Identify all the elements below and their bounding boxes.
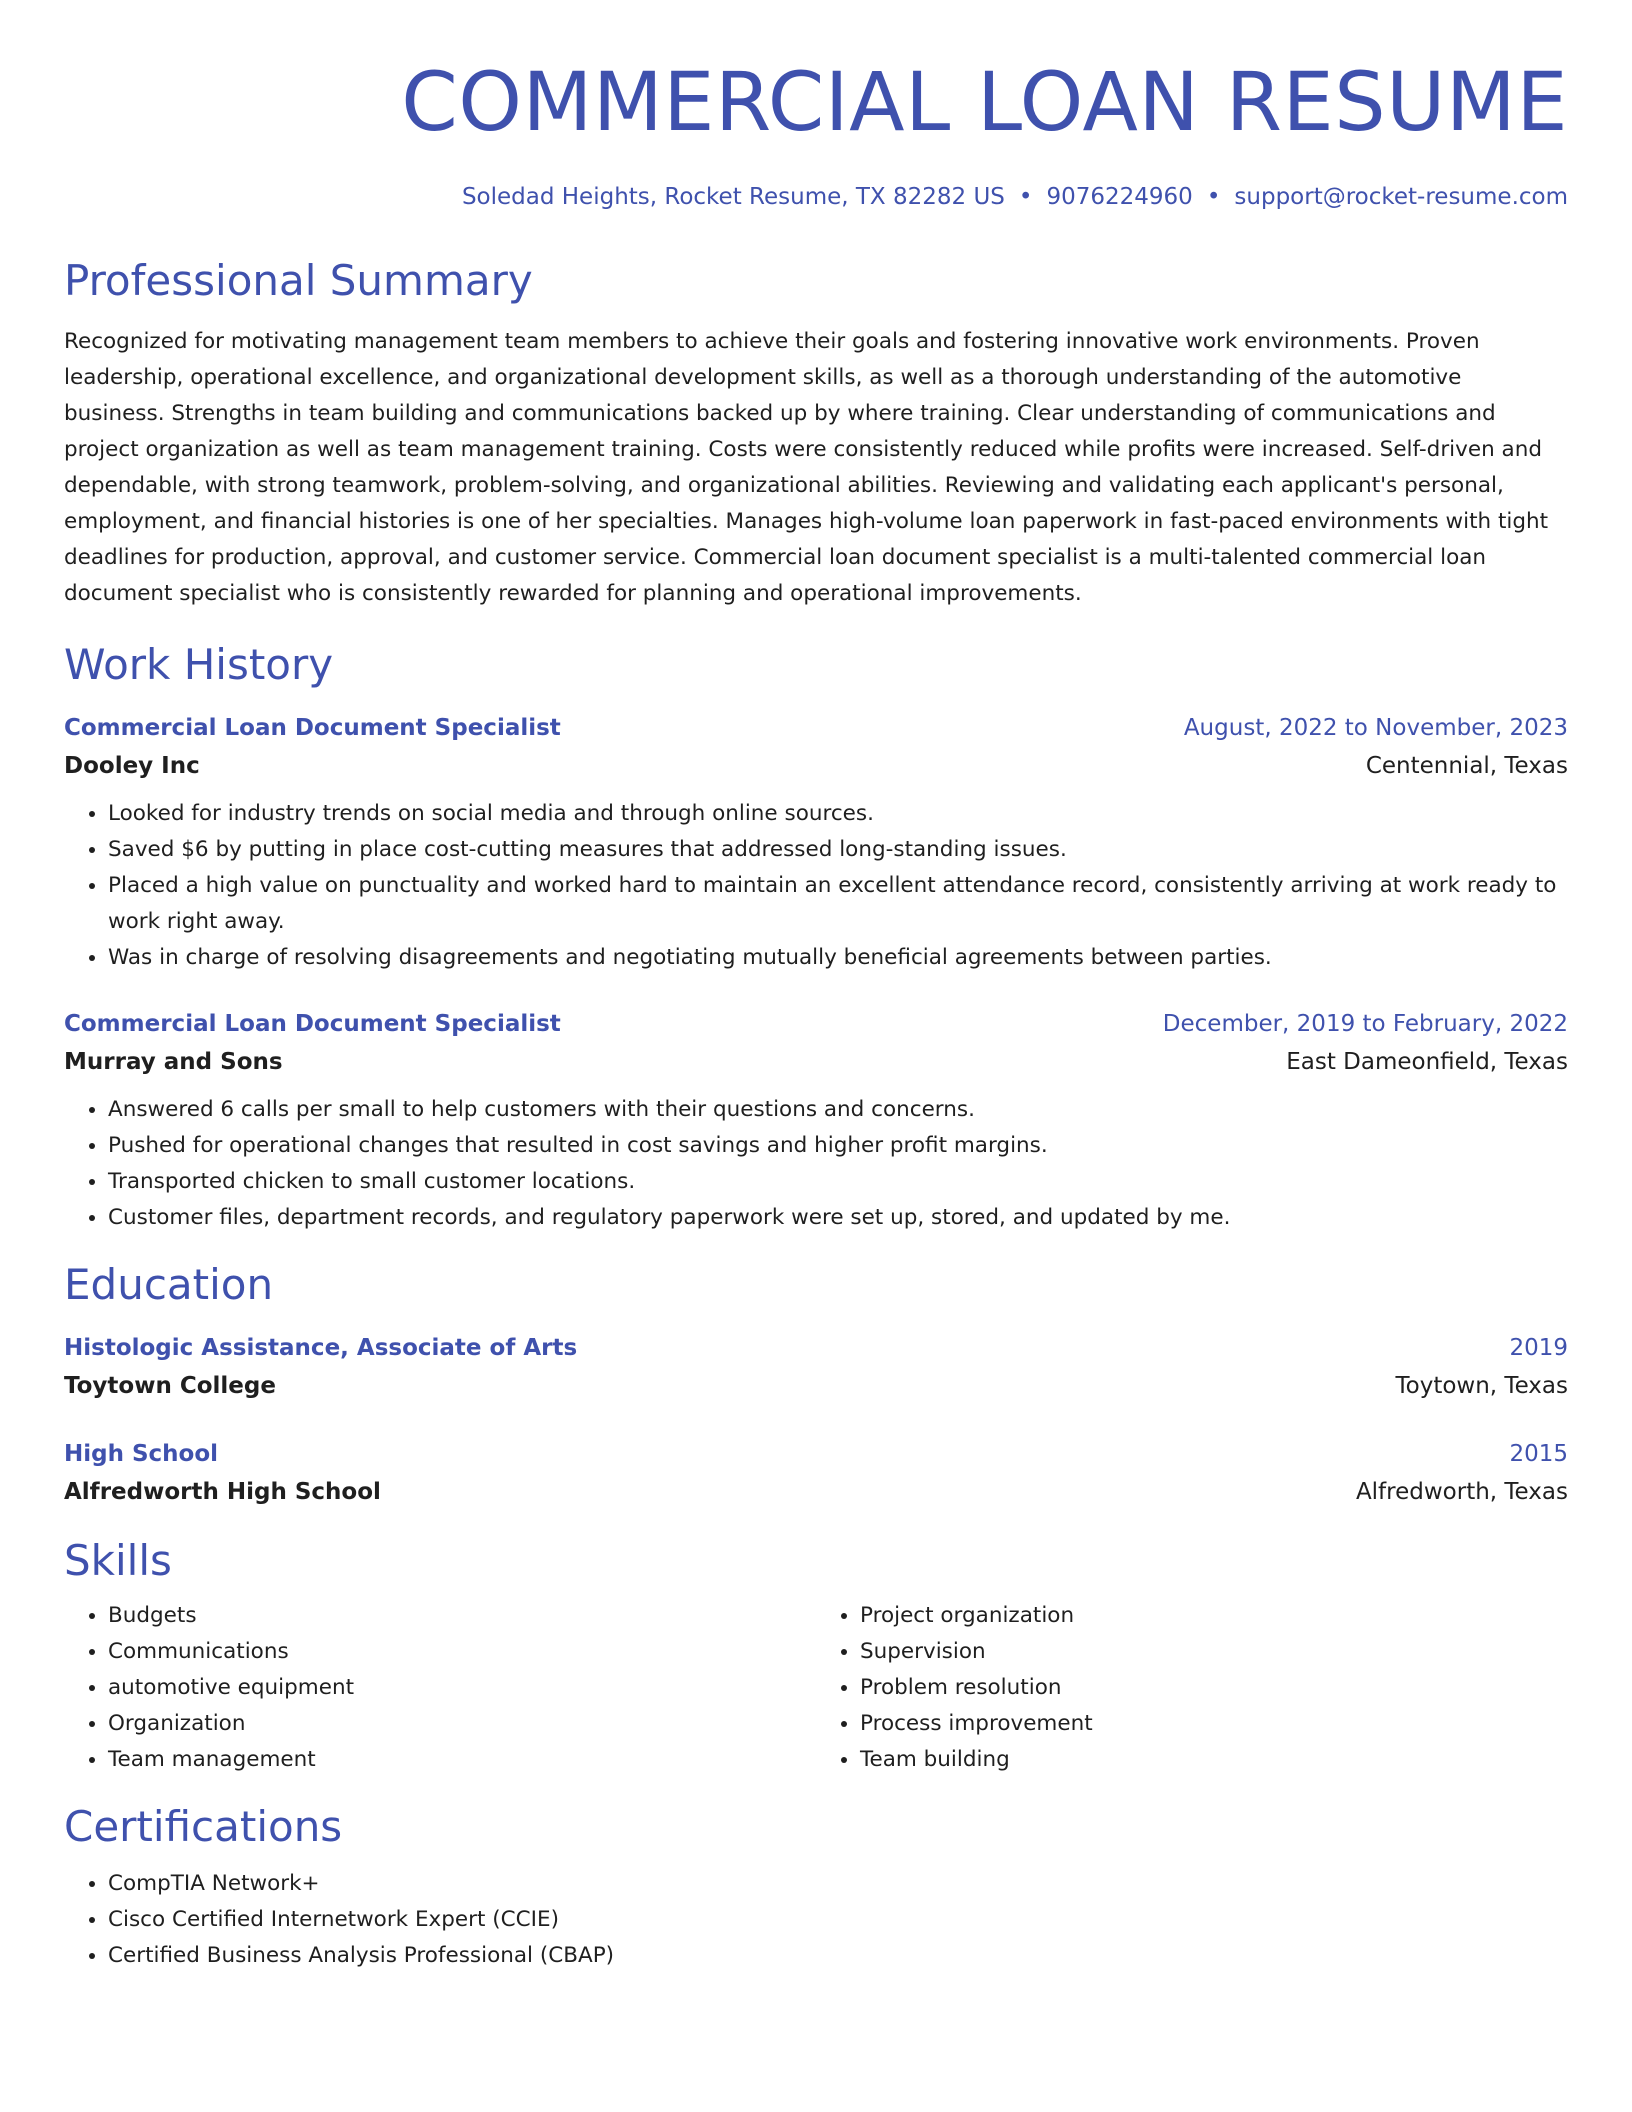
list-item: • Transported chicken to small customer locations. [108,1164,1568,1200]
contact-separator: • [1018,184,1033,210]
education-degree-row [64,1436,1568,1472]
certification-item: • Certified Business Analysis Professional (CBAP) [108,1938,1568,1974]
skill-item: • Team management [108,1742,816,1778]
skill-item: • Process improvement [860,1706,1568,1742]
job-title: Commercial Loan Document Specialist [64,715,561,741]
job-company-row [64,1042,1568,1082]
skill-item: • Organization [108,1706,816,1742]
contact-email: support@rocket-resume.com [1234,184,1568,210]
job-title: Commercial Loan Document Specialist [64,1011,561,1037]
job-responsibilities [64,796,1568,976]
job-company: Dooley Inc [64,753,200,779]
education-year: 2015 [1509,1441,1568,1467]
skill-item: • Budgets [108,1598,816,1634]
education-section [64,1260,1568,1512]
professional-summary-section [64,256,1568,612]
contact-line [64,182,1568,212]
education-degree: High School [64,1441,219,1467]
job-company: Murray and Sons [64,1049,283,1075]
skills-list-right [816,1598,1568,1778]
certifications-section [64,1802,1568,1974]
education-school: Alfredworth High School [64,1479,381,1505]
contact-address: Soledad Heights, Rocket Resume, TX 82282 US [461,184,1005,210]
job-title-row [64,1006,1568,1042]
skill-item: • Team building [860,1742,1568,1778]
list-item: • Pushed for operational changes that resulted in cost savings and higher profit margins. [108,1128,1568,1164]
job-location: Centennial, Texas [1365,753,1568,779]
resume-title: COMMERCIAL LOAN RESUME [401,56,1568,150]
list-item: • Customer files, department records, and regulatory paperwork were set up, stored, and updated by me. [108,1200,1568,1236]
education-location: Toytown, Texas [1395,1373,1568,1399]
certification-item: • CompTIA Network+ [108,1866,1568,1902]
list-item: • Saved $6 by putting in place cost-cutting measures that addressed long-standing issues. [108,832,1568,868]
work-history-section [64,640,1568,1236]
resume-header [64,0,1568,212]
summary-text: Recognized for motivating management team members to achieve their goals and fostering innovative work environments. Proven leadership, operational excellence, and organizational development skills, as well as a thorough understanding of the automotive business. Strengths in team building and communications backed up by where training. Clear understanding of communications and project organization as well as team management training. Costs were consistently reduced while profits were increased. Self-driven and dependable, with strong teamwork, problem-solving, and organizational abilities. Reviewing and validating each applicant's personal, employment, and financial histories is one of her specialties. Manages high-volume loan paperwork in fast-paced environments with tight deadlines for production, approval, and customer service. Commercial loan document specialist is a multi-talented commercial loan document specialist who is consistently rewarded for planning and operational improvements. [64,329,1549,606]
job-location: East Dameonfield, Texas [1286,1049,1568,1075]
education-degree: Histologic Assistance, Associate of Arts [64,1335,578,1361]
section-title-education: Education [64,1260,274,1309]
certifications-list [64,1866,1568,1974]
job-title-row [64,710,1568,746]
skill-item: • Communications [108,1634,816,1670]
education-school: Toytown College [64,1373,276,1399]
skill-item: • Problem resolution [860,1670,1568,1706]
section-title-certifications: Certifications [64,1802,343,1851]
education-degree-row [64,1330,1568,1366]
education-location: Alfredworth, Texas [1355,1479,1568,1505]
job-company-row [64,746,1568,786]
skill-item: • Supervision [860,1634,1568,1670]
job-dates: August, 2022 to November, 2023 [1183,715,1568,741]
education-school-row [64,1366,1568,1406]
list-item: • Looked for industry trends on social media and through online sources. [108,796,1568,832]
education-year: 2019 [1509,1335,1568,1361]
education-entry [64,1330,1568,1406]
list-item: • Placed a high value on punctuality and worked hard to maintain an excellent attendance record, consistently arriving at work ready to work right away. [108,868,1568,940]
job-entry [64,1006,1568,1236]
section-title-professional-summary: Professional Summary [64,256,533,305]
education-school-row [64,1472,1568,1512]
contact-separator: • [1206,184,1221,210]
education-entry [64,1436,1568,1512]
section-title-skills: Skills [64,1536,172,1585]
list-item: • Answered 6 calls per small to help customers with their questions and concerns. [108,1092,1568,1128]
job-responsibilities [64,1092,1568,1236]
skills-list-left [64,1598,816,1778]
skills-section [64,1536,1568,1778]
skill-item: • automotive equipment [108,1670,816,1706]
list-item: • Was in charge of resolving disagreements and negotiating mutually beneficial agreements between parties. [108,940,1568,976]
certification-item: • Cisco Certified Internetwork Expert (CCIE) [108,1902,1568,1938]
skills-grid [64,1598,1568,1778]
job-dates: December, 2019 to February, 2022 [1162,1011,1568,1037]
section-title-work-history: Work History [64,640,334,689]
job-entry [64,710,1568,976]
contact-phone: 9076224960 [1046,184,1193,210]
skill-item: • Project organization [860,1598,1568,1634]
